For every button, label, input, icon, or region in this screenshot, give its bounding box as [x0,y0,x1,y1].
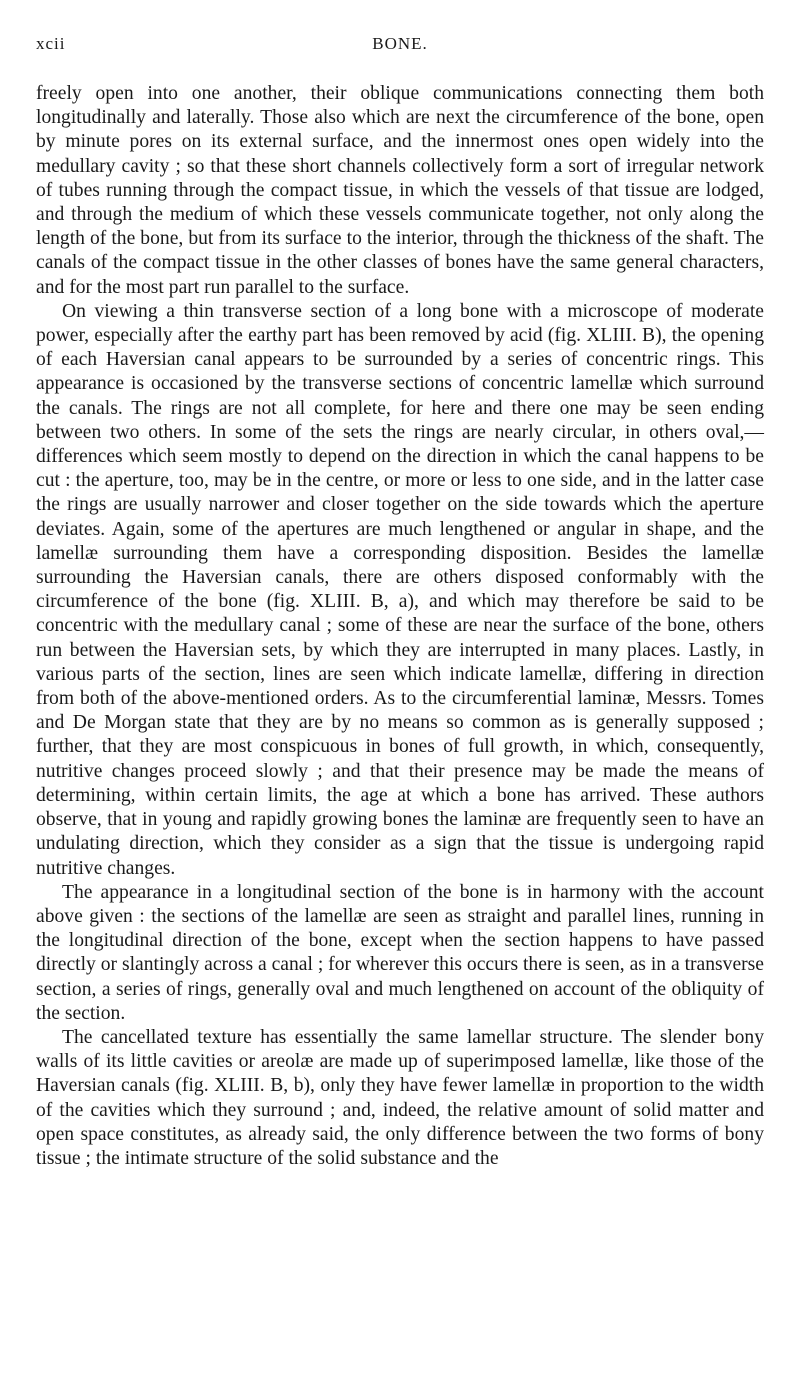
paragraph-continuation: freely open into one another, their oblique communications connecting them both longitudinally and laterally. Those also which are next the circumference of the bone, open by minute pores on its external surface, and the innermost ones open widely into the medullary cavity ; so that these short channels collectively form a sort of irregular network of tubes running through the compact tissue, in which the vessels of that tissue are lodged, and through the medium of which these vessels communicate together, not only along the length of the bone, but from its surface to the interior, through the thickness of the shaft. The canals of the compact tissue in the other classes of bones have the same general characters, and for the most part run parallel to the surface. [36,83,764,298]
body-text [36,82,764,1171]
paragraph-cancellated-texture: The cancellated texture has essentially the same lamellar structure. The slender bony walls of its little cavities or areolæ are made up of superimposed lamellæ, like those of the Haversian canals (fig. XLIII. B, b), only they have fewer lamellæ in proportion to the width of the cavities which they surround ; and, indeed, the relative amount of solid matter and open space constitutes, as already said, the only difference between the two forms of bony tissue ; the intimate structure of the solid substance and the [36,1026,764,1169]
page-number: xcii [36,34,66,53]
page-header [36,34,764,60]
paragraph-longitudinal-section: The appearance in a longitudinal section of the bone is in harmony with the account above given : the sections of the lamellæ are seen as straight and parallel lines, running in the longitudinal direction of the bone, except when the section happens to have passed directly or slantingly across a canal ; for wherever this occurs there is seen, as in a transverse section, a series of rings, generally oval and much lengthened on account of the obliquity of the section. [36,881,764,1024]
running-head: BONE. [372,34,428,53]
paragraph-transverse-section: On viewing a thin transverse section of a long bone with a microscope of moderate power, especially after the earthy part has been removed by acid (fig. XLIII. B), the opening of each Haversian canal appears to be surrounded by a series of concentric rings. This appearance is occasioned by the transverse sections of concentric lamellæ which surround the canals. The rings are not all complete, for here and there one may be seen ending between two others. In some of the sets the rings are nearly circular, in others oval,—differences which seem mostly to depend on the direction in which the canal happens to be cut : the aperture, too, may be in the centre, or more or less to one side, and in the latter case the rings are usually narrower and closer together on the side towards which the aperture deviates. Again, some of the apertures are much lengthened or angular in shape, and the lamellæ surrounding them have a corresponding disposition. Besides the lamellæ surrounding the Haversian canals, there are others disposed conformably with the circumference of the bone (fig. XLIII. B, a), and which may therefore be said to be concentric with the medullary canal ; some of these are near the surface of the bone, others run between the Haversian sets, by which they are interrupted in many places. Lastly, in various parts of the section, lines are seen which indicate lamellæ, differing in direction from both of the above-mentioned orders. As to the circumferential laminæ, Messrs. Tomes and De Morgan state that they are by no means so common as is generally supposed ; further, that they are most conspicuous in bones of full growth, in which, consequently, nutritive changes proceed slowly ; and that their presence may be made the means of determining, within certain limits, the age at which a bone has arrived. These authors observe, that in young and rapidly growing bones the laminæ are frequently seen to have an undulating direction, which they consider as a sign that the tissue is undergoing rapid nutritive changes. [36,300,764,879]
